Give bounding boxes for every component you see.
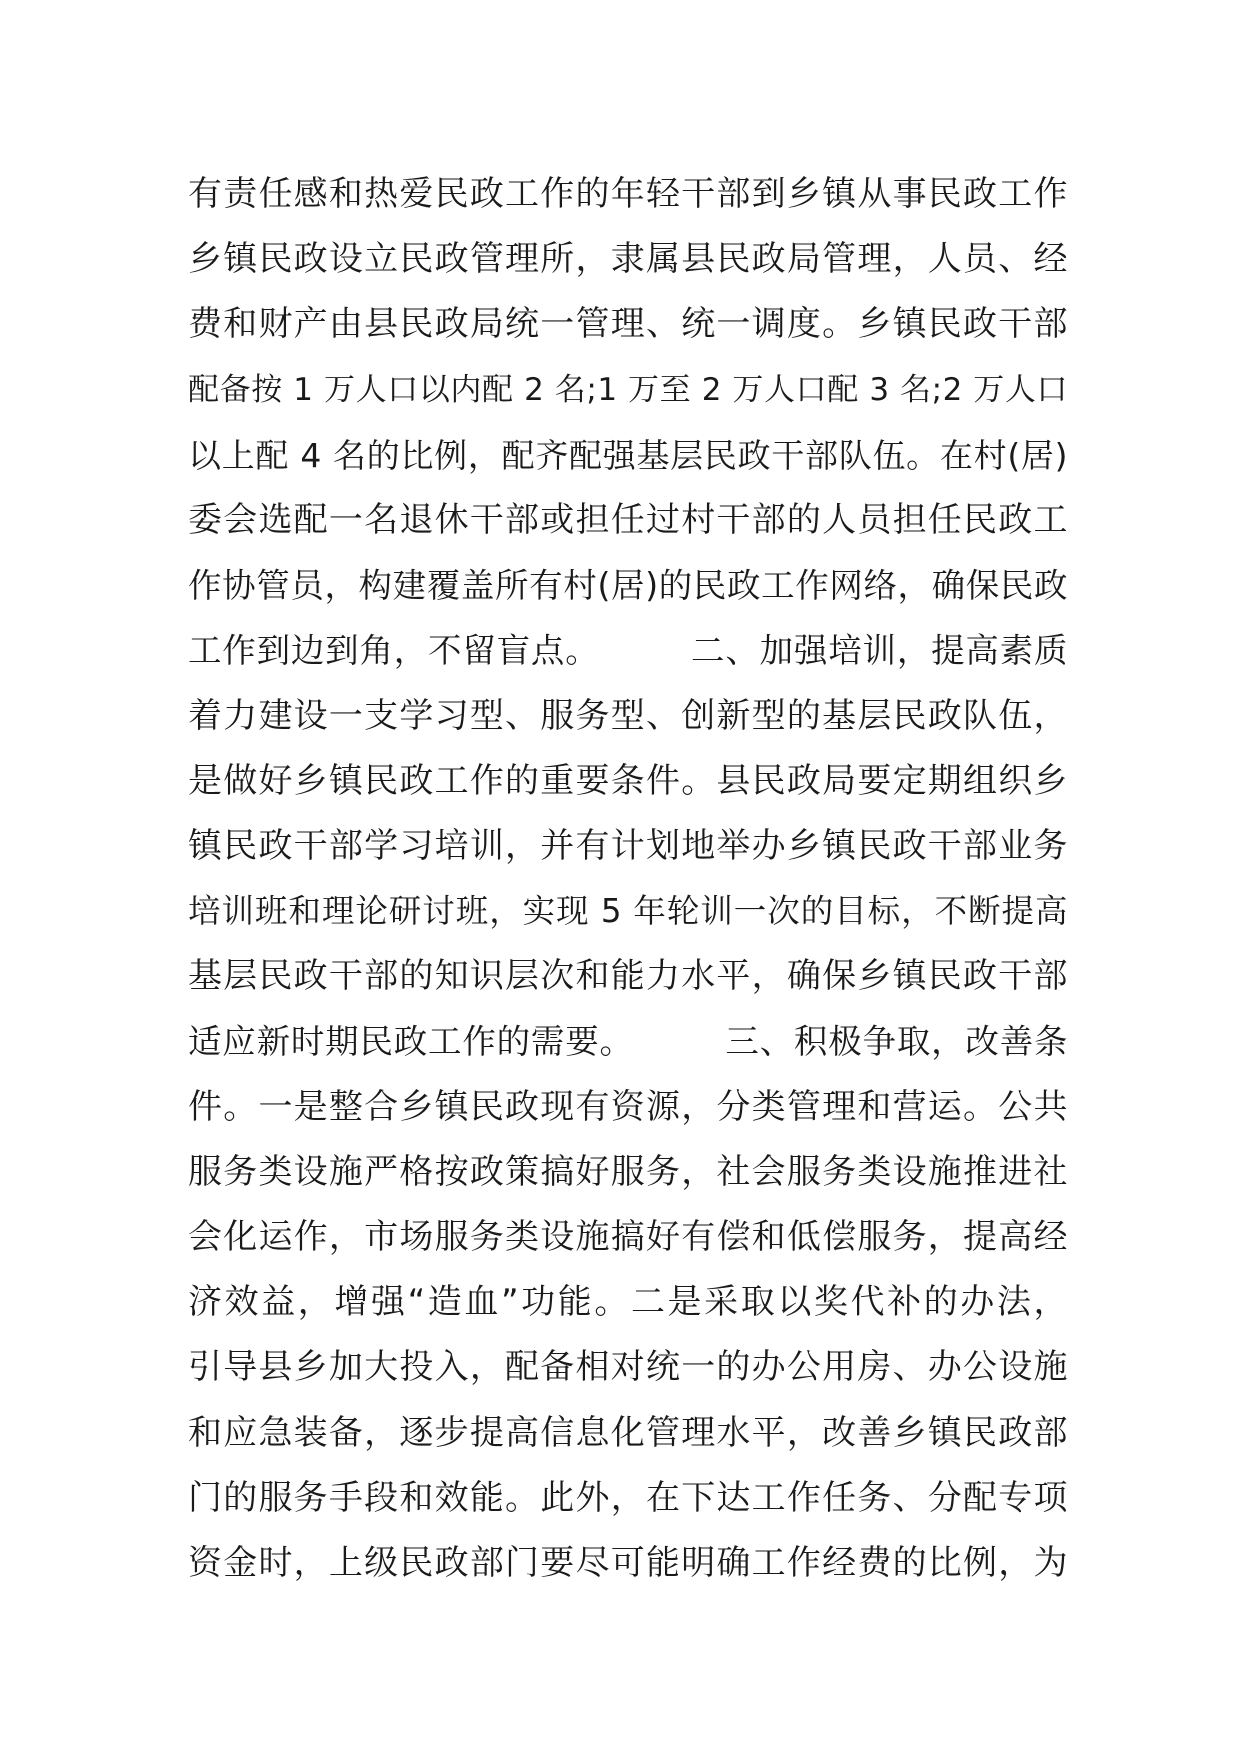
text-line: 和应急装备，逐步提高信息化管理水平，改善乡镇民政部 [188, 1412, 1068, 1453]
text-line: 以上配 4 名的比例，配齐配强基层民政干部队伍。在村(居) [188, 435, 1068, 475]
text-line: 工作到边到角，不留盲点。 二、加强培训，提高素质 [188, 631, 1068, 671]
text-line: 适应新时期民政工作的需要。 三、积极争取，改善条 [188, 1022, 1068, 1062]
text-line: 服务类设施严格按政策搞好服务，社会服务类设施推进社 [188, 1151, 1068, 1192]
text-line: 件。一是整合乡镇民政现有资源，分类管理和营运。公共 [188, 1086, 1068, 1127]
text-line: 培训班和理论研讨班，实现 5 年轮训一次的目标，不断提高 [188, 892, 1068, 931]
text-line: 门的服务手段和效能。此外，在下达工作任务、分配专项 [188, 1477, 1068, 1518]
text-line: 引导县乡加大投入，配备相对统一的办公用房、办公设施 [188, 1347, 1068, 1388]
text-line: 费和财产由县民政局统一管理、统一调度。乡镇民政干部 [188, 304, 1068, 345]
text-line: 配备按 1 万人口以内配 2 名;1 万至 2 万人口配 3 名;2 万人口 [188, 371, 1068, 408]
text-line: 作协管员，构建覆盖所有村(居)的民政工作网络，确保民政 [188, 566, 1068, 606]
text-line: 有责任感和热爱民政工作的年轻干部到乡镇从事民政工作 [188, 174, 1068, 214]
text-line: 着力建设一支学习型、服务型、创新型的基层民政队伍， [188, 695, 1068, 736]
text-line: 委会选配一名退休干部或担任过村干部的人员担任民政工 [188, 499, 1068, 540]
text-line: 济效益，增强“造血”功能。二是采取以奖代补的办法， [188, 1282, 1068, 1323]
text-line: 资金时，上级民政部门要尽可能明确工作经费的比例，为 [188, 1542, 1068, 1583]
text-line: 是做好乡镇民政工作的重要条件。县民政局要定期组织乡 [188, 760, 1068, 801]
text-line: 乡镇民政设立民政管理所，隶属县民政局管理，人员、经 [188, 239, 1068, 280]
text-line: 基层民政干部的知识层次和能力水平，确保乡镇民政干部 [188, 956, 1068, 997]
text-line: 镇民政干部学习培训，并有计划地举办乡镇民政干部业务 [188, 825, 1068, 866]
body-text [188, 162, 1068, 1596]
text-line: 会化运作，市场服务类设施搞好有偿和低偿服务，提高经 [188, 1217, 1068, 1257]
